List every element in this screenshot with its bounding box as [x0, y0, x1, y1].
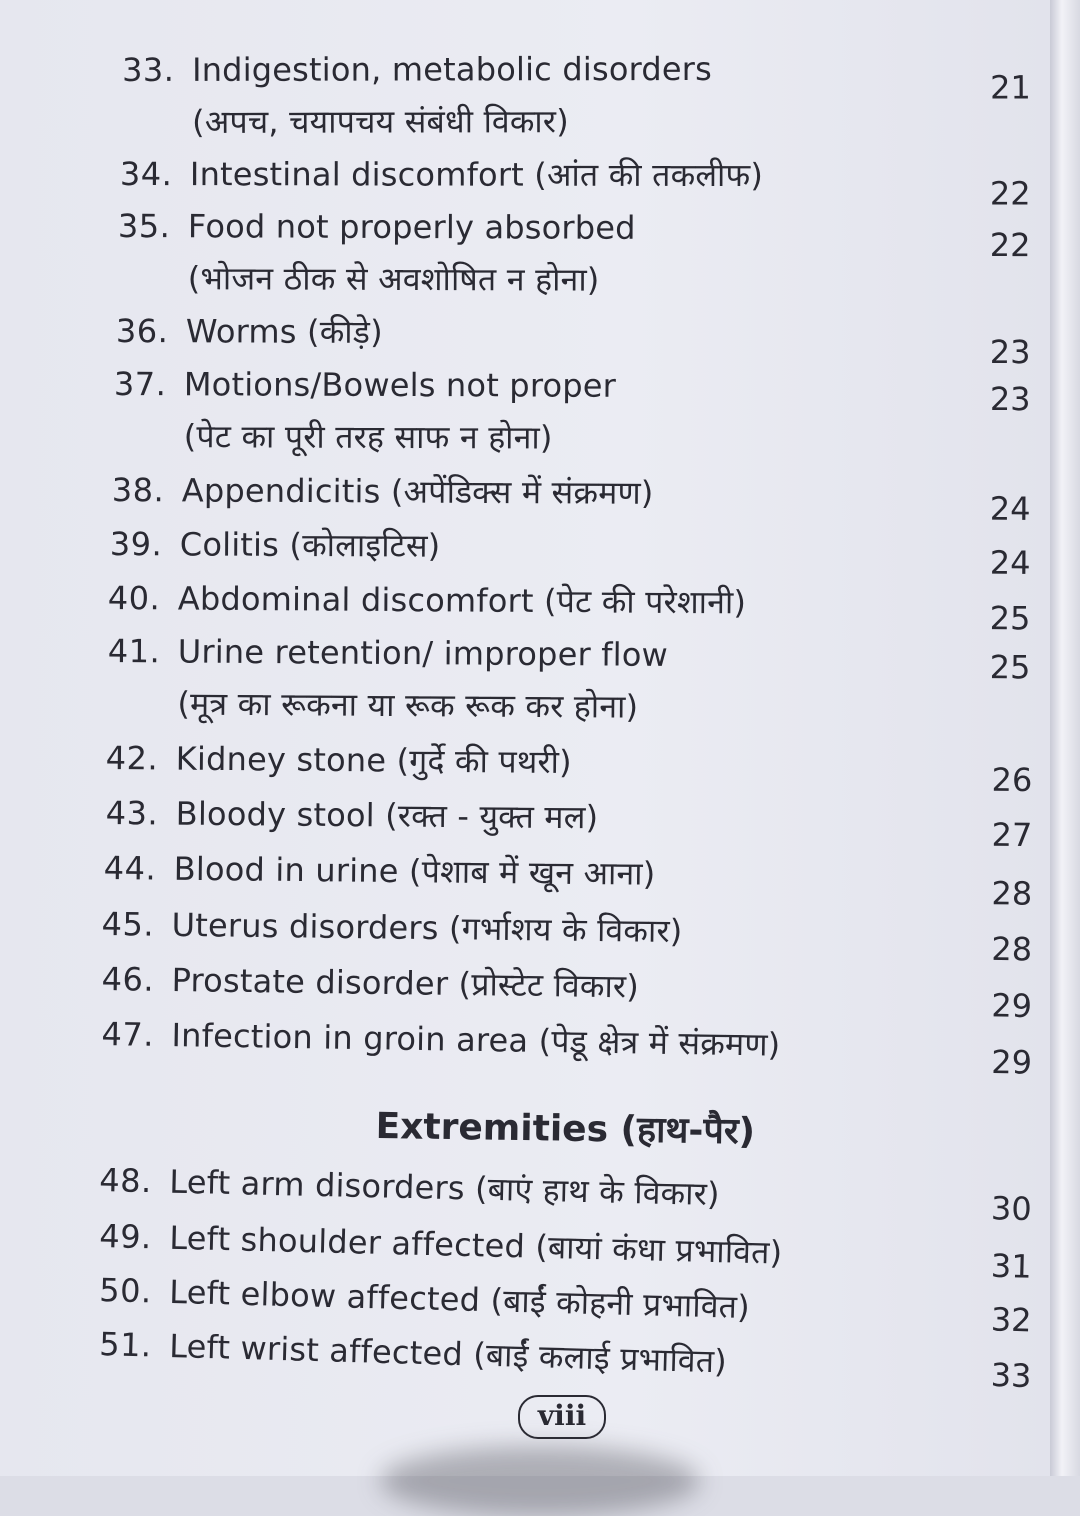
- entry-title: [192, 43, 952, 148]
- entry-title: Kidney stone (गुर्दे की पथरी): [175, 739, 572, 782]
- entry-number: 51.: [98, 1324, 153, 1365]
- entry-title-hindi: (पेट का पूरी तरह साफ न होना): [183, 417, 553, 457]
- entry-number: 45.: [101, 904, 155, 944]
- entry-page: 24: [989, 543, 1031, 582]
- entry-title-english: Indigestion, metabolic disorders: [192, 49, 713, 89]
- entry-title: Intestinal discomfort (आंत की तकलीफ): [189, 155, 764, 195]
- entry-title: Bloody stool (रक्त - युक्त मल): [175, 794, 599, 837]
- entry-number: 42.: [105, 738, 159, 778]
- entry-page: 25: [989, 648, 1031, 687]
- entry-page: 28: [991, 874, 1033, 913]
- entry-page: 30: [990, 1189, 1033, 1229]
- entry-title: Worms (कीड़े): [185, 312, 383, 351]
- entry-page: 29: [991, 986, 1033, 1025]
- toc-entry: [118, 200, 1080, 314]
- entry-page: 28: [991, 929, 1033, 969]
- entry-number: 35.: [117, 206, 171, 246]
- entry-title: Left arm disorders (बाएं हाथ के विकार): [168, 1162, 721, 1214]
- shadow: [380, 1446, 700, 1516]
- entry-page: 32: [990, 1300, 1033, 1340]
- entry-number: 43.: [105, 793, 159, 833]
- entry-number: 36.: [115, 311, 169, 351]
- entry-title-hindi: (मूत्र का रूकना या रूक रूक कर होना): [177, 684, 639, 726]
- entry-page: 29: [990, 1042, 1033, 1082]
- entry-page: 22: [989, 226, 1031, 265]
- entry-number: 48.: [98, 1160, 153, 1201]
- entry-title-english: Food not properly absorbed: [187, 207, 636, 247]
- entry-title: Appendicitis (अपेंडिक्स में संक्रमण): [181, 471, 654, 512]
- entry-number: 46.: [101, 959, 155, 999]
- entry-title: Uterus disorders (गर्भाशय के विकार): [171, 905, 683, 951]
- entry-title: Colitis (कोलाइटिस): [179, 525, 441, 565]
- entry-page: 23: [989, 333, 1031, 372]
- entry-title: Abdominal discomfort (पेट की परेशानी): [177, 579, 747, 622]
- entry-title: Left elbow affected (बाईं कोहनी प्रभावित): [168, 1272, 751, 1327]
- entry-title: Infection in groin area (पेडू क्षेत्र में संक्रमण): [171, 1016, 781, 1064]
- entry-title-english: Motions/Bowels not proper: [183, 365, 617, 405]
- entry-title-english: Urine retention/ improper flow: [177, 632, 669, 674]
- toc-entry: [114, 358, 1080, 472]
- entry-number: 50.: [98, 1270, 153, 1311]
- entry-title: [188, 200, 948, 307]
- entry-page: 31: [990, 1246, 1033, 1286]
- toc-entry: [122, 42, 1080, 154]
- entry-title: Blood in urine (पेशाब में खून आना): [173, 849, 656, 893]
- entry-title: Left wrist affected (बाईं कलाई प्रभावित): [168, 1326, 728, 1381]
- entry-number: 39.: [109, 524, 163, 564]
- entry-page: 25: [989, 599, 1031, 638]
- entry-number: 49.: [98, 1216, 153, 1257]
- entry-page: 27: [991, 815, 1033, 855]
- entry-number: 34.: [119, 154, 173, 194]
- entry-title: [177, 625, 938, 734]
- entry-page: 26: [991, 760, 1033, 800]
- entry-page: 33: [990, 1355, 1032, 1396]
- toc-entry: [107, 625, 1080, 742]
- entry-title: [184, 358, 944, 465]
- entry-title: Left shoulder affected (बायां कंधा प्रभावित): [168, 1218, 783, 1272]
- entry-title-hindi: (अपच, चयापचय संबंधी विकार): [192, 102, 569, 141]
- page-folio: viii: [518, 1395, 606, 1439]
- entry-page: 23: [989, 380, 1031, 419]
- entry-number: 38.: [111, 470, 165, 510]
- entry-page: 24: [989, 489, 1031, 528]
- entry-page: 21: [990, 68, 1031, 107]
- entry-number: 37.: [113, 364, 167, 404]
- entry-number: 47.: [101, 1014, 155, 1054]
- entry-page: 22: [989, 174, 1031, 213]
- entry-number: 40.: [107, 578, 161, 618]
- entry-number: 44.: [103, 848, 157, 888]
- entry-number: 33.: [122, 50, 175, 89]
- entry-title: Prostate disorder (प्रोस्टेट विकार): [171, 960, 640, 1006]
- entry-title-hindi: (भोजन ठीक से अवशोषित न होना): [187, 259, 600, 299]
- entry-number: 41.: [107, 631, 161, 671]
- section-heading: Extremities (हाथ-पैर): [375, 1105, 756, 1153]
